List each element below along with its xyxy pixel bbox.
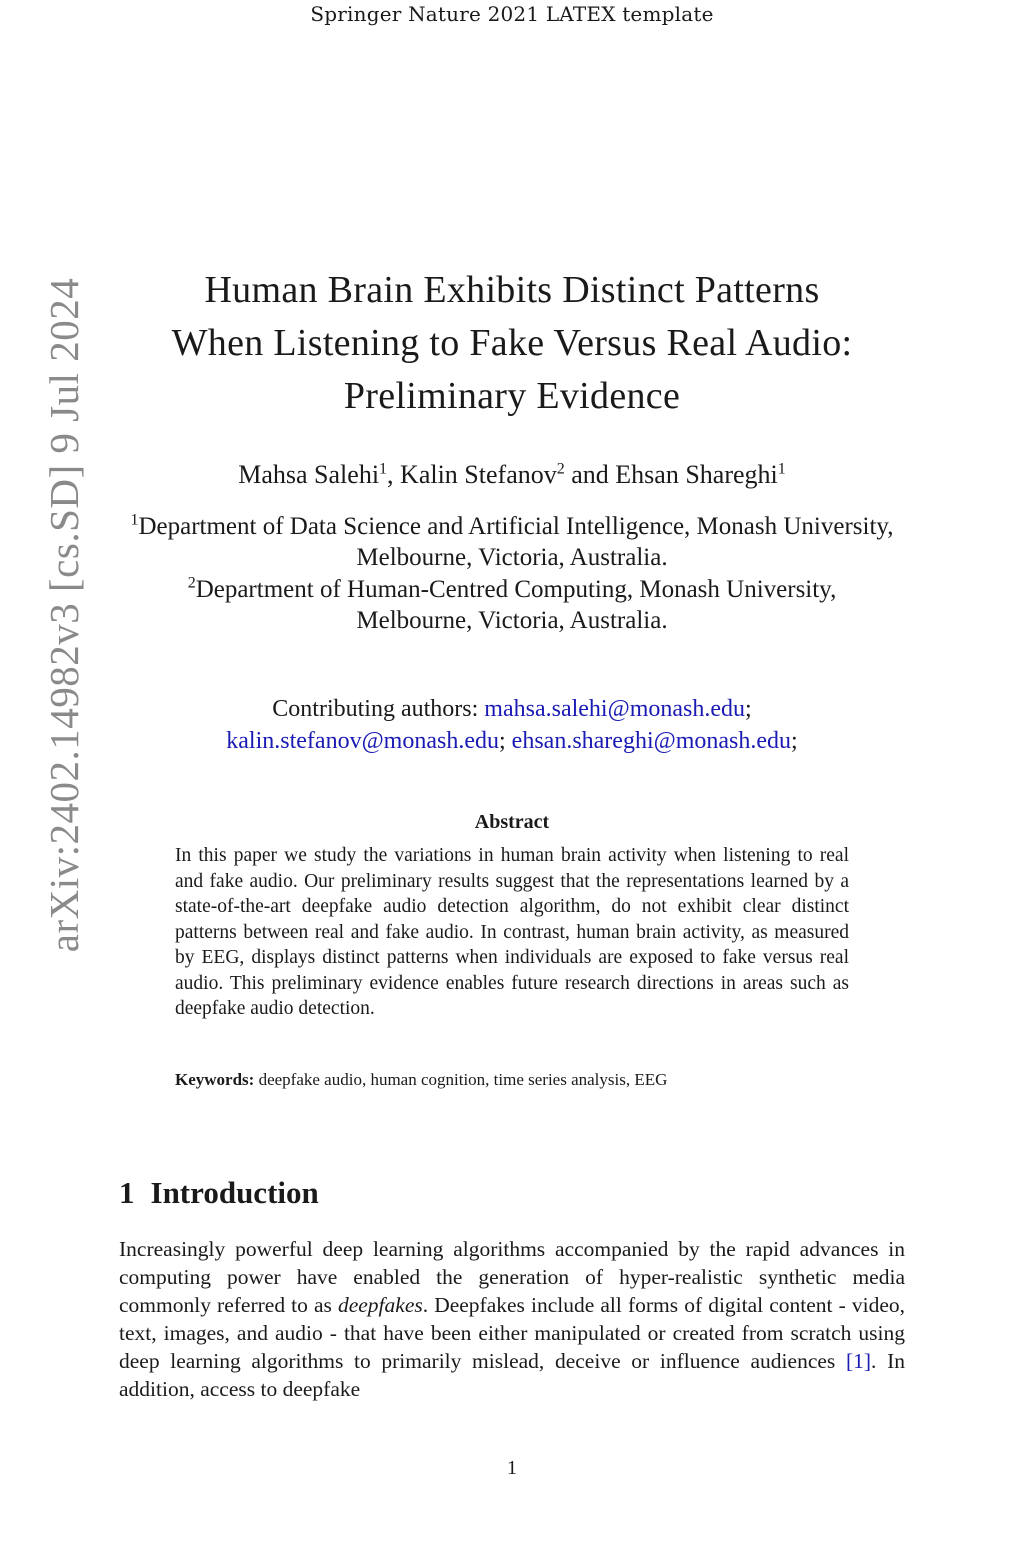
affil-number: 2 xyxy=(187,574,196,592)
author-separator: and xyxy=(564,460,616,489)
email-link[interactable]: ehsan.shareghi@monash.edu xyxy=(511,728,792,754)
affil-text: Department of Data Science and Artificial Intelligence, Monash University, Melbourne, Victoria, Australia. xyxy=(138,513,894,571)
author-list xyxy=(100,460,924,490)
section-number: 1 xyxy=(119,1175,135,1210)
title-line: When Listening to Fake Versus Real Audio: xyxy=(171,322,853,364)
email-link[interactable]: mahsa.salehi@monash.edu xyxy=(484,696,746,722)
affil-number: 1 xyxy=(130,511,139,529)
contrib-label: Contributing authors: xyxy=(272,696,485,722)
section-title: Introduction xyxy=(150,1175,319,1210)
keywords-label: Keywords: xyxy=(175,1070,255,1089)
contributing-authors xyxy=(100,693,924,757)
author-separator: , xyxy=(387,460,401,489)
intro-text: . In addition, access to deepfake xyxy=(119,1349,905,1401)
title-line: Preliminary Evidence xyxy=(343,375,681,417)
author-affil-mark: 1 xyxy=(379,460,388,478)
author-name: Mahsa Salehi xyxy=(238,460,380,489)
section-heading xyxy=(119,1175,319,1211)
email-sep: ; xyxy=(745,696,752,722)
abstract-heading: Abstract xyxy=(474,811,550,833)
paper-title xyxy=(100,264,924,423)
intro-text: . Deepfakes include all forms of digital content - video, text, images, and audio - that have been either manipulated or created from scratch using deep learning algorithms to primarily mislead, deceive or influence audiences xyxy=(119,1293,905,1373)
affiliation-1 xyxy=(130,511,894,573)
page-number: 1 xyxy=(507,1457,517,1479)
title-line: Human Brain Exhibits Distinct Patterns xyxy=(204,269,820,311)
keywords-text: deepfake audio, human cognition, time series analysis, EEG xyxy=(254,1070,668,1089)
author-name: Kalin Stefanov xyxy=(400,460,557,489)
email-link[interactable]: kalin.stefanov@monash.edu xyxy=(226,728,499,754)
introduction-paragraph xyxy=(119,1235,905,1403)
affiliation-2 xyxy=(130,574,894,636)
abstract-text: In this paper we study the variations in human brain activity when listening to real and fake audio. Our preliminary results suggest that the representations learned by a state-of-the-art deepfake audio detection algorithm, do not exhibit clear distinct patterns between real and fake audio. In contrast, human brain activity, as measured by EEG, displays distinct patterns when individuals are exposed to fake versus real audio. This preliminary evidence enables future research directions in areas such as deepfake audio detection. xyxy=(175,845,849,1019)
keywords xyxy=(175,1070,875,1090)
arxiv-identifier: arXiv:2402.14982v3 [cs.SD] 9 Jul 2024 xyxy=(41,277,87,953)
email-sep: ; xyxy=(791,728,798,754)
intro-text: Increasingly powerful deep learning algorithms accompanied by the rapid advances in computing power have enabled the generation of hyper-realistic synthetic media commonly referred to as xyxy=(119,1237,905,1317)
running-head: Springer Nature 2021 LATEX template xyxy=(310,2,714,26)
author-affil-mark: 2 xyxy=(556,460,565,478)
author-name: Ehsan Shareghi xyxy=(615,460,778,489)
intro-italic-term: deepfakes xyxy=(337,1293,423,1317)
citation-link[interactable]: [1] xyxy=(845,1349,872,1373)
author-affil-mark: 1 xyxy=(777,460,786,478)
affil-text: Department of Human-Centred Computing, Monash University, Melbourne, Victoria, Australia. xyxy=(195,576,837,634)
email-sep: ; xyxy=(499,728,506,754)
